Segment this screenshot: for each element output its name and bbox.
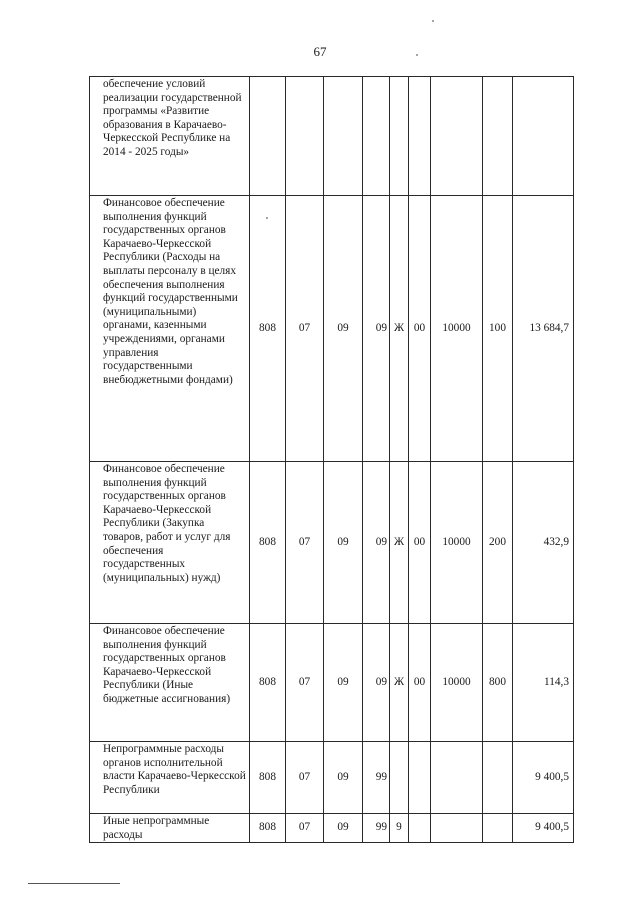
cell-cs4: 10000 — [431, 624, 483, 742]
cell-cs2 — [390, 77, 409, 196]
cell-cs1: 09 — [363, 196, 390, 462]
cell-pr: 09 — [324, 462, 363, 624]
cell-pr: 09 — [324, 196, 363, 462]
cell-rz: 07 — [286, 462, 324, 624]
cell-cs3 — [409, 814, 431, 843]
cell-name: Финансовое обеспечение выполнения функций государственных органов Карачаево-Черкесской Республики (Расходы на выплаты персоналу в целях обеспечения выполнения функций государственными (муниципальными) органами, казенными учреждениями, органами управления государственными внебюджетными фондами) — [90, 196, 250, 462]
cell-adm: 808 — [250, 814, 286, 843]
table-row — [90, 742, 574, 814]
table-row — [90, 196, 574, 462]
cell-amount — [513, 77, 574, 196]
cell-cs3 — [409, 742, 431, 814]
scan-speck — [416, 54, 418, 56]
cell-cs1 — [363, 77, 390, 196]
cell-cs2 — [390, 742, 409, 814]
cell-rz: 07 — [286, 624, 324, 742]
cell-cs3: 00 — [409, 624, 431, 742]
table-row — [90, 77, 574, 196]
cell-rz: 07 — [286, 742, 324, 814]
cell-cs3: 00 — [409, 196, 431, 462]
cell-cs1: 09 — [363, 462, 390, 624]
cell-cs4 — [431, 814, 483, 843]
table-row — [90, 462, 574, 624]
cell-name: обеспечение условий реализации государственной программы «Развитие образования в Карачаево-Черкесской Республике на 2014 - 2025 годы» — [90, 77, 250, 196]
cell-cs1: 09 — [363, 624, 390, 742]
cell-adm: 808 — [250, 462, 286, 624]
cell-cs2: Ж — [390, 624, 409, 742]
cell-adm: 808 — [250, 196, 286, 462]
cell-vr — [483, 77, 513, 196]
cell-cs1: 99 — [363, 814, 390, 843]
cell-adm — [250, 77, 286, 196]
cell-name: Непрограммные расходы органов исполнительной власти Карачаево-Черкесской Республики — [90, 742, 250, 814]
cell-name: Финансовое обеспечение выполнения функций государственных органов Карачаево-Черкесской Республики (Закупка товаров, работ и услуг для обеспечения государственных (муниципальных) нужд) — [90, 462, 250, 624]
cell-amount: 13 684,7 — [513, 196, 574, 462]
cell-vr — [483, 742, 513, 814]
cell-name: Финансовое обеспечение выполнения функций государственных органов Карачаево-Черкесской Республики (Иные бюджетные ассигнования) — [90, 624, 250, 742]
cell-rz: 07 — [286, 814, 324, 843]
cell-amount: 432,9 — [513, 462, 574, 624]
budget-table — [89, 76, 574, 843]
cell-vr: 200 — [483, 462, 513, 624]
table-row — [90, 814, 574, 843]
cell-cs3: 00 — [409, 462, 431, 624]
cell-cs2: 9 — [390, 814, 409, 843]
table-body — [90, 77, 574, 843]
cell-pr: 09 — [324, 742, 363, 814]
cell-cs4: 10000 — [431, 196, 483, 462]
table-row — [90, 624, 574, 742]
cell-cs4 — [431, 77, 483, 196]
cell-cs4 — [431, 742, 483, 814]
cell-amount: 9 400,5 — [513, 814, 574, 843]
footer-rule — [28, 883, 120, 884]
cell-adm: 808 — [250, 624, 286, 742]
cell-vr: 100 — [483, 196, 513, 462]
cell-cs3 — [409, 77, 431, 196]
cell-vr — [483, 814, 513, 843]
cell-cs1: 99 — [363, 742, 390, 814]
cell-amount: 9 400,5 — [513, 742, 574, 814]
cell-pr: 09 — [324, 814, 363, 843]
cell-cs2: Ж — [390, 196, 409, 462]
cell-rz: 07 — [286, 196, 324, 462]
cell-pr: 09 — [324, 624, 363, 742]
scan-speck — [432, 20, 434, 22]
cell-name: Иные непрограммные расходы — [90, 814, 250, 843]
scan-speck — [266, 217, 268, 219]
cell-cs2: Ж — [390, 462, 409, 624]
cell-amount: 114,3 — [513, 624, 574, 742]
cell-adm: 808 — [250, 742, 286, 814]
page-number: 67 — [313, 44, 327, 59]
cell-rz — [286, 77, 324, 196]
cell-cs4: 10000 — [431, 462, 483, 624]
cell-vr: 800 — [483, 624, 513, 742]
cell-pr — [324, 77, 363, 196]
